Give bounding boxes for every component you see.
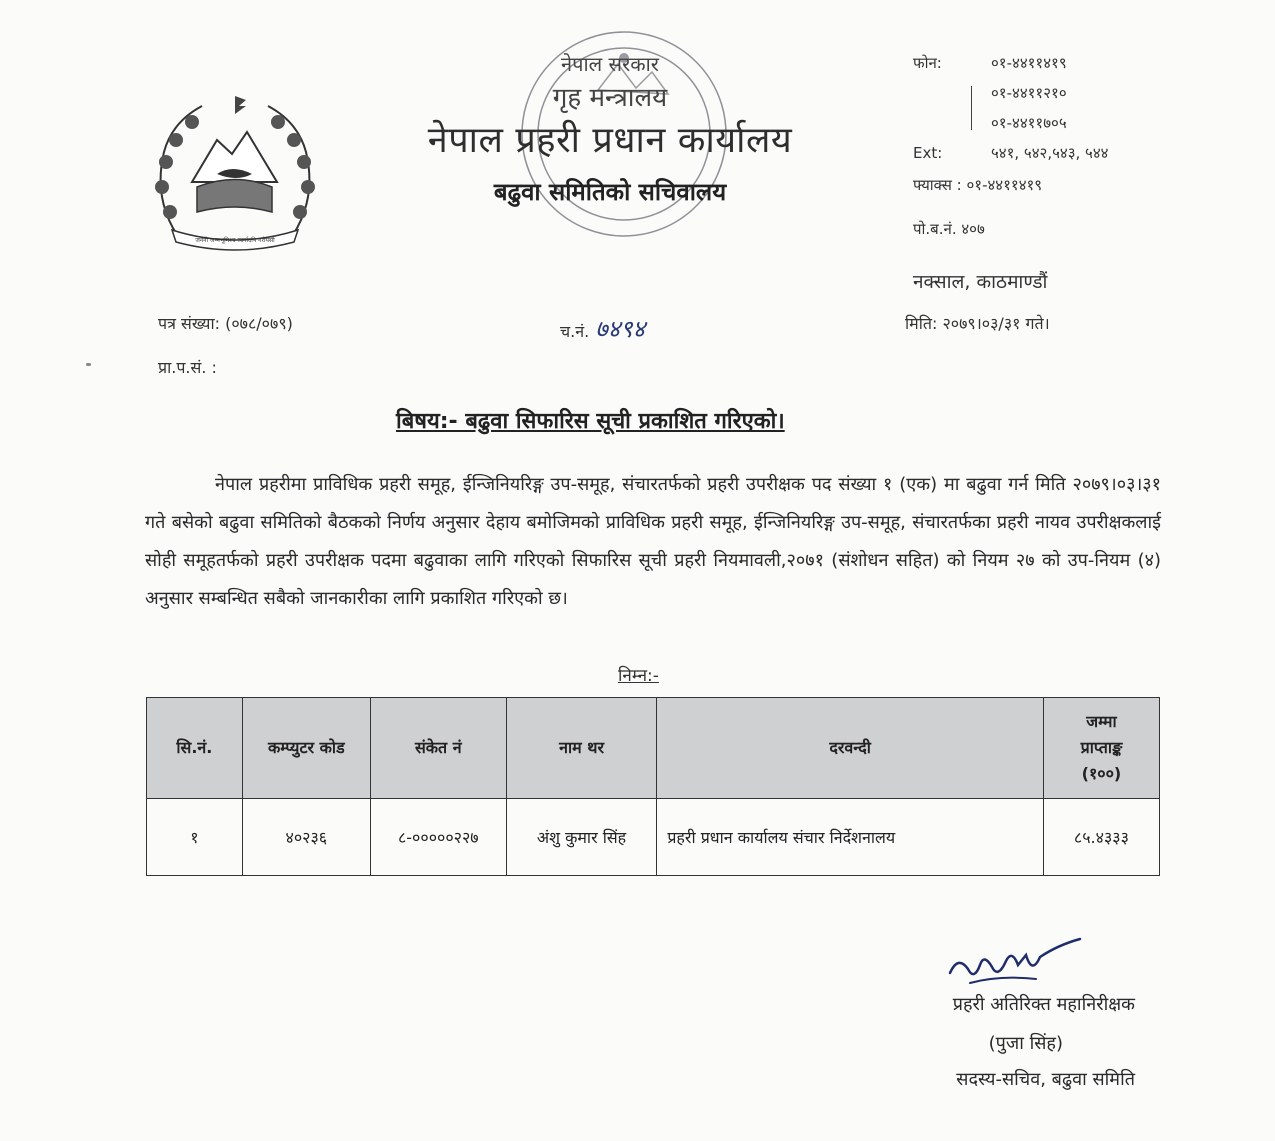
dispatch-number [560, 312, 645, 345]
handwritten-signature [940, 935, 1090, 995]
col-symbol-no: संकेत नं [370, 698, 506, 799]
reference-number: पत्र संख्या: (०७८/०७९) [158, 314, 293, 333]
col-post: दरवन्दी [657, 698, 1044, 799]
office-address: नक्साल, काठमाण्डौं [913, 271, 1048, 293]
po-box: पो.ब.नं. ४०७ [913, 220, 985, 238]
col-total-marks [1043, 698, 1159, 799]
signatory-name: (पुजा सिंह) [988, 1033, 1063, 1054]
col-name: नाम थर [506, 698, 657, 799]
letter-subject: बिषय:- बढुवा सिफारिस सूची प्रकाशित गरिएको। [396, 409, 785, 434]
contact-block [913, 48, 1163, 244]
signatory-title: प्रहरी अतिरिक्त महानिरीक्षक [952, 994, 1135, 1015]
emblem-motto: जननी जन्मभूमिश्च स्वर्गादपि गरीयसी [195, 237, 275, 244]
col-computer-code-label: कम्प्युटर कोड [267, 738, 345, 757]
fax-label: फ्याक्स : [913, 176, 962, 194]
phone-number: ०१-४४११४१९ [991, 54, 1067, 72]
government-name: नेपाल सरकार [561, 52, 659, 76]
cell-symbol-no: ८-०००००२२७ [370, 799, 506, 876]
national-emblem [142, 92, 328, 252]
letter-date: मिति: २०७९।०३/३१ गते। [905, 314, 1050, 333]
ext-numbers: ५४१, ५४२,५४३, ५४४ [991, 144, 1109, 162]
phone-alt-2: ०१-४४११७०५ [991, 114, 1067, 132]
dispatch-label: च.नं. [560, 322, 590, 341]
phone-alt-1: ०१-४४११२१० [991, 84, 1067, 102]
phone-label: फोन: [913, 54, 942, 72]
cell-name: अंशु कुमार सिंह [506, 799, 657, 876]
dispatch-value: ७४९४ [595, 315, 646, 343]
secretariat-name: बढुवा समितिको सचिवालय [493, 178, 727, 206]
fax-number: ०१-४४११४१९ [966, 176, 1043, 194]
prapasa-field: प्रा.प.सं. : [158, 358, 217, 377]
cell-total-marks: ८५.४३३३ [1043, 799, 1159, 876]
ministry-name: गृह मन्त्रालय [552, 83, 668, 113]
ext-label: Ext: [913, 144, 943, 162]
cell-computer-code: ४०२३६ [242, 799, 370, 876]
letter-body: नेपाल प्रहरीमा प्राविधिक प्रहरी समूह, ईन्जिनियरिङ्ग उप-समूह, संचारतर्फको प्रहरी उपरीक्षक पद संख्या १ (एक) मा बढुवा गर्न मिति २०७९।०३।३१ गते बसेको बढुवा समितिको बैठकको निर्णय अनुसार देहाय बमोजिमको प्राविधिक प्रहरी समूह, ईन्जिनियरिङ्ग उप-समूह, संचारतर्फका प्रहरी नायव उपरीक्षकलाई सोही समूहतर्फको प्रहरी उपरीक्षक पदमा बढुवाका लागि गरिएको सिफारिस सूची प्रहरी नियमावली,२०७१ (संशोधन सहित) को नियम २७ को उप-नियम (४) अनुसार सम्बन्धित सबैको जानकारीका लागि प्रकाशित गरिएको छ। [145, 474, 1161, 609]
col-computer-code [242, 698, 370, 799]
col-total-marks-label: जम्मा प्राप्ताङ्क (१००) [1080, 712, 1123, 783]
signatory-role: सदस्य-सचिव, बढुवा समिति [956, 1069, 1135, 1090]
col-serial: सि.नं. [147, 698, 243, 799]
table-header-row [147, 698, 1160, 799]
office-name: नेपाल प्रहरी प्रधान कार्यालय [427, 120, 793, 161]
recommendation-table [146, 697, 1160, 876]
table-row [147, 799, 1160, 876]
speck [86, 363, 91, 366]
cell-serial: १ [147, 799, 243, 876]
list-heading: निम्न:- [618, 666, 659, 686]
cell-post: प्रहरी प्रधान कार्यालय संचार निर्देशनालय [657, 799, 1044, 876]
